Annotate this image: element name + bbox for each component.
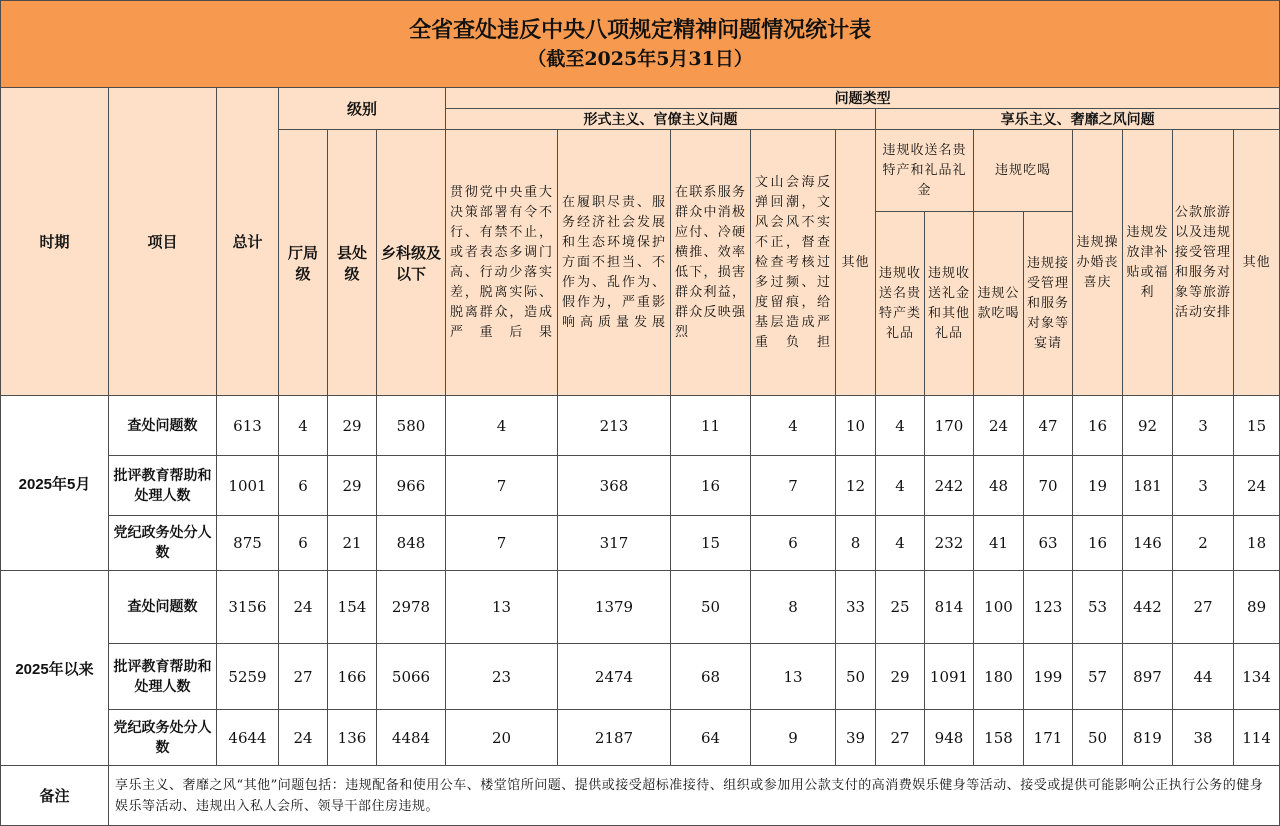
value-cell: 166 [328,644,377,710]
value-cell: 4644 [217,710,279,766]
value-cell: 613 [217,396,279,456]
header-hedonism-other: 其他 [1234,130,1280,396]
value-cell: 2474 [558,644,671,710]
value-cell: 41 [974,516,1024,571]
value-cell: 1379 [558,571,671,644]
value-cell: 50 [1073,710,1123,766]
value-cell: 5259 [217,644,279,710]
value-cell: 154 [328,571,377,644]
value-cell: 27 [876,710,925,766]
row-item: 党纪政务处分人数 [109,516,217,571]
header-gift: 违规收送名贵特产和礼品礼金 [876,130,974,212]
value-cell: 27 [1173,571,1234,644]
value-cell: 29 [876,644,925,710]
note-row [1,766,1280,826]
table-row [1,571,1280,644]
value-cell: 63 [1024,516,1073,571]
value-cell: 44 [1173,644,1234,710]
header-level: 级别 [279,88,446,130]
value-cell: 1001 [217,456,279,516]
row-item: 批评教育帮助和处理人数 [109,456,217,516]
table-row [1,516,1280,571]
value-cell: 4 [279,396,328,456]
value-cell: 199 [1024,644,1073,710]
header-formalism-meetings: 文山会海反弹回潮，文风会风不实不正，督查检查考核过多过频、过度留痕，给基层造成严重负担 [751,130,836,396]
header-item: 项目 [109,88,217,396]
value-cell: 29 [328,396,377,456]
table-row [1,396,1280,456]
value-cell: 39 [836,710,876,766]
value-cell: 23 [446,644,558,710]
table-row [1,710,1280,766]
value-cell: 368 [558,456,671,516]
value-cell: 10 [836,396,876,456]
period-cell: 2025年以来 [1,571,109,766]
period-cell: 2025年5月 [1,396,109,571]
value-cell: 170 [925,396,974,456]
header-eat-banquet: 违规接受管理和服务对象等宴请 [1024,212,1073,396]
value-cell: 819 [1123,710,1173,766]
value-cell: 25 [876,571,925,644]
value-cell: 68 [671,644,751,710]
value-cell: 171 [1024,710,1073,766]
header-formalism-decision: 贯彻党中央重大决策部署有令不行、有禁不止，或者表态多调门高、行动少落实差，脱离实际、脱离群众，造成严重后果 [446,130,558,396]
value-cell: 4 [446,396,558,456]
value-cell: 19 [1073,456,1123,516]
value-cell: 6 [279,456,328,516]
table-subtitle: （截至2025年5月31日） [527,48,753,70]
value-cell: 16 [1073,516,1123,571]
header-level-xian: 县处级 [328,130,377,396]
value-cell: 50 [671,571,751,644]
value-cell: 181 [1123,456,1173,516]
value-cell: 8 [751,571,836,644]
header-travel: 公款旅游以及违规接受管理和服务对象等旅游活动安排 [1173,130,1234,396]
value-cell: 158 [974,710,1024,766]
value-cell: 13 [751,644,836,710]
value-cell: 38 [1173,710,1234,766]
value-cell: 897 [1123,644,1173,710]
value-cell: 18 [1234,516,1280,571]
value-cell: 966 [377,456,446,516]
value-cell: 213 [558,396,671,456]
value-cell: 2978 [377,571,446,644]
value-cell: 3156 [217,571,279,644]
note-text: 享乐主义、奢靡之风“其他”问题包括：违规配备和使用公车、楼堂馆所问题、提供或接受超标准接待、组织或参加用公款支付的高消费娱乐健身等活动、接受或提供可能影响公正执行公务的健身娱乐等活动、违规出入私人会所、领导干部住房违规。 [109,766,1280,826]
header-eat-public: 违规公款吃喝 [974,212,1024,396]
value-cell: 6 [279,516,328,571]
row-item: 查处问题数 [109,396,217,456]
value-cell: 57 [1073,644,1123,710]
value-cell: 4 [751,396,836,456]
row-item: 查处问题数 [109,571,217,644]
value-cell: 11 [671,396,751,456]
header-level-ting: 厅局级 [279,130,328,396]
title-cell [1,1,1280,88]
value-cell: 7 [446,456,558,516]
header-eat: 违规吃喝 [974,130,1073,212]
header-subsidy: 违规发放津补贴或福利 [1123,130,1173,396]
value-cell: 9 [751,710,836,766]
table-row [1,644,1280,710]
value-cell: 4 [876,516,925,571]
row-item: 党纪政务处分人数 [109,710,217,766]
header-level-xiang: 乡科级及以下 [377,130,446,396]
value-cell: 7 [751,456,836,516]
value-cell: 875 [217,516,279,571]
value-cell: 33 [836,571,876,644]
value-cell: 948 [925,710,974,766]
value-cell: 24 [279,710,328,766]
value-cell: 24 [1234,456,1280,516]
value-cell: 64 [671,710,751,766]
value-cell: 47 [1024,396,1073,456]
value-cell: 13 [446,571,558,644]
value-cell: 16 [671,456,751,516]
header-wedding-funeral: 违规操办婚丧喜庆 [1073,130,1123,396]
header-formalism-duty: 在履职尽责、服务经济社会发展和生态环境保护方面不担当、不作为、乱作为、假作为，严重影响高质量发展 [558,130,671,396]
value-cell: 3 [1173,396,1234,456]
note-label: 备注 [1,766,109,826]
header-formalism-other: 其他 [836,130,876,396]
value-cell: 24 [279,571,328,644]
header-hedonism: 享乐主义、奢靡之风问题 [876,109,1280,130]
value-cell: 8 [836,516,876,571]
value-cell: 2187 [558,710,671,766]
value-cell: 92 [1123,396,1173,456]
value-cell: 29 [328,456,377,516]
value-cell: 580 [377,396,446,456]
value-cell: 180 [974,644,1024,710]
header-total: 总计 [217,88,279,396]
value-cell: 4484 [377,710,446,766]
value-cell: 7 [446,516,558,571]
value-cell: 848 [377,516,446,571]
value-cell: 70 [1024,456,1073,516]
value-cell: 146 [1123,516,1173,571]
value-cell: 4 [876,396,925,456]
value-cell: 814 [925,571,974,644]
value-cell: 27 [279,644,328,710]
header-problem-type: 问题类型 [446,88,1280,109]
value-cell: 15 [1234,396,1280,456]
value-cell: 4 [876,456,925,516]
value-cell: 16 [1073,396,1123,456]
value-cell: 242 [925,456,974,516]
table-title: 全省查处违反中央八项规定精神问题情况统计表 [409,17,872,43]
value-cell: 20 [446,710,558,766]
header-gift-specialty: 违规收送名贵特产类礼品 [876,212,925,396]
value-cell: 100 [974,571,1024,644]
value-cell: 53 [1073,571,1123,644]
value-cell: 1091 [925,644,974,710]
header-formalism-service: 在联系服务群众中消极应付、冷硬横推、效率低下，损害群众利益，群众反映强烈 [671,130,751,396]
value-cell: 6 [751,516,836,571]
value-cell: 5066 [377,644,446,710]
value-cell: 442 [1123,571,1173,644]
value-cell: 21 [328,516,377,571]
value-cell: 50 [836,644,876,710]
row-item: 批评教育帮助和处理人数 [109,644,217,710]
value-cell: 134 [1234,644,1280,710]
value-cell: 15 [671,516,751,571]
value-cell: 114 [1234,710,1280,766]
value-cell: 136 [328,710,377,766]
value-cell: 317 [558,516,671,571]
value-cell: 3 [1173,456,1234,516]
header-gift-money: 违规收送礼金和其他礼品 [925,212,974,396]
value-cell: 89 [1234,571,1280,644]
value-cell: 2 [1173,516,1234,571]
header-period: 时期 [1,88,109,396]
value-cell: 48 [974,456,1024,516]
value-cell: 12 [836,456,876,516]
header-formalism: 形式主义、官僚主义问题 [446,109,876,130]
table-row [1,456,1280,516]
value-cell: 123 [1024,571,1073,644]
value-cell: 232 [925,516,974,571]
value-cell: 24 [974,396,1024,456]
